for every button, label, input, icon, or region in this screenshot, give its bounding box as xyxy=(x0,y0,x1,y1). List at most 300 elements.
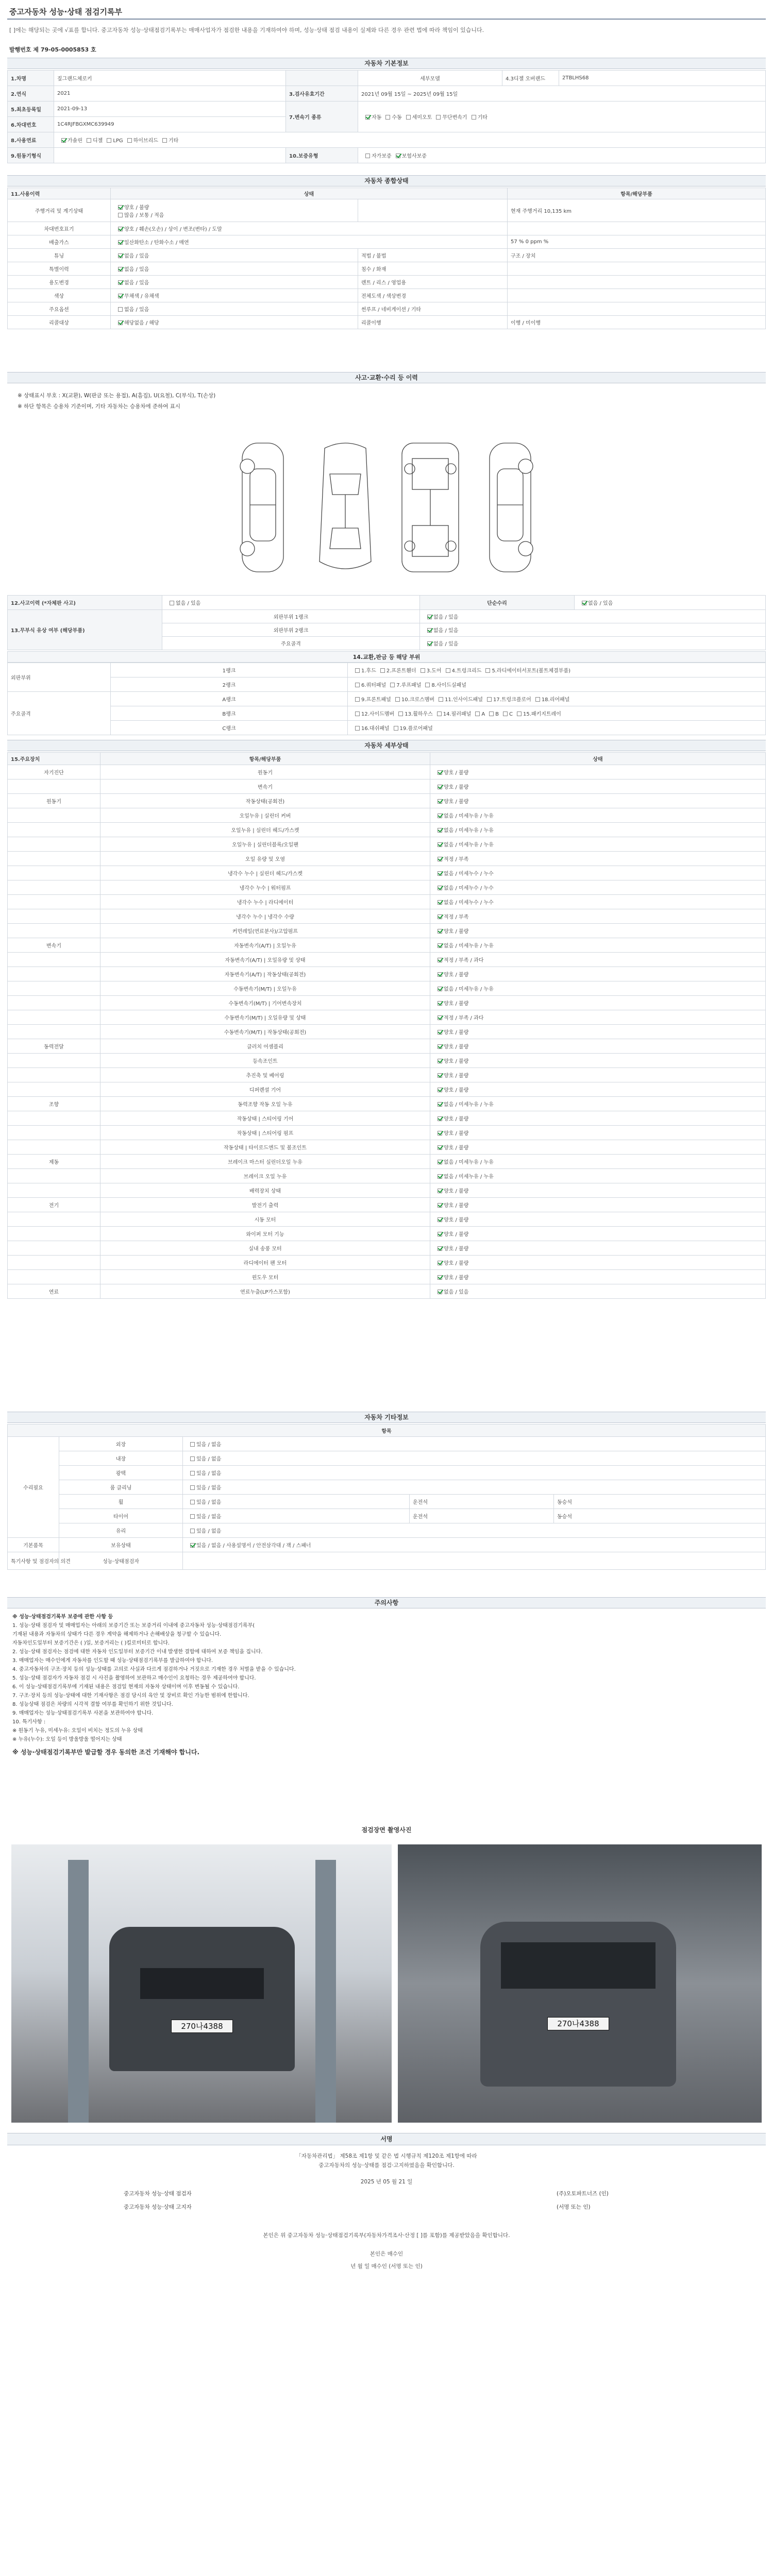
detail-device xyxy=(8,1054,100,1068)
detail-state: 양호 / 불량 xyxy=(430,1082,766,1097)
detail-item: 작동상태 | 타이로드엔드 및 볼조인트 xyxy=(100,1140,430,1155)
detail-state: 적정 / 부족 / 과다 xyxy=(430,953,766,967)
detail-state: 양호 / 불량 xyxy=(430,1111,766,1126)
detail-row xyxy=(8,765,766,779)
detail-state: 없음 / 미세누유 / 누유 xyxy=(430,981,766,996)
car-front xyxy=(109,1927,295,2071)
detail-state: 양호 / 불량 xyxy=(430,1256,766,1270)
detail-item: 작동상태 | 스티어링 펌프 xyxy=(100,1126,430,1140)
rank-label-a: A랭크 xyxy=(111,692,348,706)
detail-device xyxy=(8,779,100,794)
section-summary: 자동차 종합상태 xyxy=(7,175,766,187)
detail-state: 적정 / 부족 xyxy=(430,852,766,866)
section-sign: 서명 xyxy=(7,2133,766,2145)
accident-table xyxy=(7,595,766,650)
label-rank1: 외판부위 1랭크 xyxy=(162,610,420,623)
detail-row xyxy=(8,1068,766,1082)
notes-line: 6. 이 성능·상태점검기록부에 기재된 내용은 점검일 현재의 자동차 상태이며 이후 변동될 수 있습니다. xyxy=(12,1684,240,1690)
detail-device xyxy=(8,808,100,823)
detail-state: 양호 / 불량 xyxy=(430,924,766,938)
warranty-options: 자가보증 보험사보증 xyxy=(358,148,766,163)
label-emission: 배출가스 xyxy=(8,235,111,249)
car-diagram xyxy=(227,438,546,577)
detail-row xyxy=(8,808,766,823)
detail-item: 연료누출(LP가스포함) xyxy=(100,1284,430,1299)
etc-interior: 내장 xyxy=(59,1451,183,1466)
rank2-state: 없음 / 있음 xyxy=(420,623,766,637)
sign-date: 2025 년 05 월 21 일 xyxy=(360,2179,413,2185)
detail-item: 디퍼렌셜 기어 xyxy=(100,1082,430,1097)
summary-head-usage: 11.사용이력 xyxy=(8,188,111,199)
notes-line: 3. 매매업자는 매수인에게 자동차를 인도할 때 성능·상태점검기록부를 발급하여야 합니다. xyxy=(12,1658,213,1664)
etc-tire: 타이어 xyxy=(59,1509,183,1523)
detail-row xyxy=(8,1183,766,1198)
detail-item: 클러치 어셈블리 xyxy=(100,1039,430,1054)
detail-row xyxy=(8,1155,766,1169)
notice-text: [ ]에는 해당되는 곳에 √표를 합니다. 중고자동차 성능·상태점검기록부는 매매사업자가 점검한 내용을 기재하여야 하며, 성능·상태 점검 내용이 실제와 다른 경우 관련 법에 따라 책임이 있습니다. xyxy=(9,27,484,33)
color-kind: 전체도색 / 색상변경 xyxy=(358,289,508,302)
detail-item: 수동변속기(M/T) | 기어변속장치 xyxy=(100,996,430,1010)
detail-item: 자동변속기(A/T) | 작동상태(공회전) xyxy=(100,967,430,981)
rank-label-c: C랭크 xyxy=(111,721,348,735)
detail-row xyxy=(8,909,766,924)
notes-line: 10. 특기사항 : xyxy=(12,1719,46,1725)
exterior-legend xyxy=(7,392,766,410)
detail-state: 양호 / 불량 xyxy=(430,1140,766,1155)
photo-rear xyxy=(398,1844,762,2123)
detail-row xyxy=(8,1025,766,1039)
detail-device xyxy=(8,1111,100,1126)
detail-device: 제동 xyxy=(8,1155,100,1169)
detail-row xyxy=(8,1227,766,1241)
summary-head-item: 항목/해당부품 xyxy=(508,188,766,199)
fuel-options: 가솔린 디젤 LPG 하이브리드 기타 xyxy=(54,132,766,148)
section-exterior: 사고·교환·수리 등 이력 xyxy=(7,372,766,383)
notes-line: 4. 중고자동차의 구조·장치 등의 성능·상태를 고의로 사실과 다르게 점검하거나 거짓으로 기재한 경우 처벌을 받을 수 있습니다. xyxy=(12,1667,296,1672)
detail-state: 양호 / 불량 xyxy=(430,794,766,808)
rank-label-b: B랭크 xyxy=(111,706,348,721)
detail-device xyxy=(8,1241,100,1256)
section-notes: 주의사항 xyxy=(7,1597,766,1608)
detail-state: 양호 / 불량 xyxy=(430,1025,766,1039)
detail-row xyxy=(8,996,766,1010)
detail-device: 자기진단 xyxy=(8,765,100,779)
detail-device: 연료 xyxy=(8,1284,100,1299)
sign-dealer-name: (서명 또는 인) xyxy=(557,2204,591,2210)
detail-device xyxy=(8,1010,100,1025)
rank-label-1: 1랭크 xyxy=(111,663,348,677)
color-state: 무채색 / 유채색 xyxy=(111,289,358,302)
detail-device: 동력전달 xyxy=(8,1039,100,1054)
detail-state: 양호 / 불량 xyxy=(430,765,766,779)
etc-glass: 유리 xyxy=(59,1523,183,1538)
group-frame: 주요골격 xyxy=(8,692,111,735)
notes-line: 7. 구조·장치 등의 성능·상태에 대한 기재사항은 점검 당시의 육안 및 장비로 확인 가능한 범위에 한합니다. xyxy=(12,1693,249,1699)
detail-item: 오일누유 | 실린더 헤드/가스켓 xyxy=(100,823,430,837)
label-special-history: 특별이력 xyxy=(8,262,111,276)
detail-item: 변속기 xyxy=(100,779,430,794)
detail-device xyxy=(8,924,100,938)
detail-state: 양호 / 불량 xyxy=(430,1227,766,1241)
detail-row xyxy=(8,1198,766,1212)
detail-state: 양호 / 불량 xyxy=(430,1212,766,1227)
section-etc: 자동차 기타정보 xyxy=(7,1412,766,1423)
detail-state: 없음 / 미세누유 / 누유 xyxy=(430,837,766,852)
label-year: 2.연식 xyxy=(8,86,54,101)
label-transmission: 7.변속기 종류 xyxy=(286,101,358,132)
summary-head-state: 상태 xyxy=(111,188,508,199)
recall-state: 해당없음 / 해당 xyxy=(111,316,358,329)
detail-state: 양호 / 불량 xyxy=(430,1183,766,1198)
detail-item: 브레이크 오일 누유 xyxy=(100,1169,430,1183)
sign-dealer: 중고자동차 성능·상태 고지자 xyxy=(124,2204,192,2210)
detail-head-device: 15.주요장치 xyxy=(8,753,100,765)
etc-wheel: 휠 xyxy=(59,1495,183,1509)
accident-state: 없음 / 있음 xyxy=(162,596,420,610)
etc-opinion: 특기사항 및 점검자의 의견 xyxy=(8,1552,59,1570)
detail-row xyxy=(8,866,766,880)
detail-state: 없음 / 미세누수 / 누수 xyxy=(430,866,766,880)
notes-line: 2. 성능·상태 점검자는 점검에 대한 자동차 인도일부터 보증기간 이내 발생한 결함에 대하여 보증 책임을 집니다. xyxy=(12,1649,263,1655)
label-warranty: 10.보증유형 xyxy=(286,148,358,163)
options-kind: 썬루프 / 네비게이션 / 기타 xyxy=(358,302,508,316)
detail-state: 양호 / 불량 xyxy=(430,1198,766,1212)
detail-item: 수동변속기(M/T) | 오일유량 및 상태 xyxy=(100,1010,430,1025)
plate-front: 270나4388 xyxy=(171,2020,233,2033)
detail-item: 자동변속기(A/T) | 오일누유 xyxy=(100,938,430,953)
etc-exterior-state: 있음 / 없음 xyxy=(183,1437,766,1451)
lift-post xyxy=(68,1860,89,2123)
legend-line-1: ※ 상태표시 부호 : X(교환), W(판금 또는 용접), A(흠집), U(요철), C(부식), T(손상) xyxy=(18,393,216,399)
detail-item: 배력장치 상태 xyxy=(100,1183,430,1198)
options-state: 없음 / 있음 xyxy=(111,302,358,316)
etc-group: 수리필요 xyxy=(8,1437,59,1538)
label-engine-type: 9.원동기형식 xyxy=(8,148,54,163)
detail-row xyxy=(8,794,766,808)
detail-state: 없음 / 미세누유 / 누유 xyxy=(430,808,766,823)
section-photo: 점검장면 촬영사진 xyxy=(7,1824,766,1837)
label-rank2: 외판부위 2랭크 xyxy=(162,623,420,637)
label-tuning: 튜닝 xyxy=(8,249,111,262)
detail-device xyxy=(8,1169,100,1183)
detail-state: 양호 / 불량 xyxy=(430,1054,766,1068)
detail-device xyxy=(8,981,100,996)
emission-state: 일산화탄소 / 탄화수소 / 매연 xyxy=(111,235,508,249)
detail-item: 수동변속기(M/T) | 오일누유 xyxy=(100,981,430,996)
etc-basic-items: 기본품목 xyxy=(8,1538,59,1552)
detail-row xyxy=(8,1270,766,1284)
title-divider xyxy=(7,19,766,20)
detail-row xyxy=(8,981,766,996)
detail-row xyxy=(8,924,766,938)
detail-row xyxy=(8,967,766,981)
detail-item: 작동상태 | 스티어링 기어 xyxy=(100,1111,430,1126)
section-detail: 자동차 세부상태 xyxy=(7,740,766,751)
label-options: 주요옵션 xyxy=(8,302,111,316)
detail-device xyxy=(8,967,100,981)
detail-item: 와이퍼 모터 기능 xyxy=(100,1227,430,1241)
detail-state: 양호 / 불량 xyxy=(430,1270,766,1284)
detail-item: 추진축 및 베어링 xyxy=(100,1068,430,1082)
doc-no-suffix: 호 xyxy=(90,46,96,53)
etc-head: 항목 xyxy=(8,1425,766,1437)
section-basic: 자동차 기본정보 xyxy=(7,58,766,69)
detail-device xyxy=(8,1025,100,1039)
detail-item: 발전기 출력 xyxy=(100,1198,430,1212)
frame-b-items: 12.사이드멤버 13.휠하우스 14.필러패널 A B C 15.패키지트레이 xyxy=(348,706,766,721)
detail-row xyxy=(8,895,766,909)
label-simple-repair: 단순수리 xyxy=(420,596,575,610)
detail-item: 냉각수 누수 | 냉각수 수량 xyxy=(100,909,430,924)
mileage-value: 현재 주행거리 10,135 km xyxy=(508,199,766,222)
notes-block xyxy=(7,1613,766,1757)
notes-line: 8. 성능상태 점검은 차량의 시각적 결함 여부를 확인하기 위한 것입니다. xyxy=(12,1702,173,1707)
detail-row xyxy=(8,823,766,837)
detail-state: 없음 / 미세누유 / 누유 xyxy=(430,823,766,837)
detail-row xyxy=(8,837,766,852)
notes-footer: ※ 성능·상태점검기록부만 발급할 경우 동의한 조건 기재해야 합니다. xyxy=(12,1749,200,1756)
notes-heading: ※ 성능·상태점검기록부 보증에 관한 사항 등 xyxy=(12,1614,113,1620)
sign-inspector-name: (주)오토파트너즈 (인) xyxy=(557,2191,609,2197)
etc-cleaning: 룸 클리닝 xyxy=(59,1480,183,1495)
detail-item: 냉각수 누수 | 워터펌프 xyxy=(100,880,430,895)
detail-item: 오일누유 | 실린더 커버 xyxy=(100,808,430,823)
detail-head-state: 상태 xyxy=(430,753,766,765)
sign-confirm: 본인은 위 중고자동차 성능·상태점검기록부(자동차가격조사·산정 [ ]를 포함)를 제공받았음을 확인합니다. xyxy=(263,2232,510,2239)
detail-item: 자동변속기(A/T) | 오일유량 및 상태 xyxy=(100,953,430,967)
detail-device xyxy=(8,823,100,837)
detail-state: 양호 / 불량 xyxy=(430,996,766,1010)
sign-name-row: 년 월 일 매수인 (서명 또는 인) xyxy=(350,2263,423,2269)
detail-state: 양호 / 불량 xyxy=(430,1039,766,1054)
label-car-name: 1.차명 xyxy=(8,71,54,86)
detail-item: 윈도우 모터 xyxy=(100,1270,430,1284)
detail-state: 적정 / 부족 / 과다 xyxy=(430,1010,766,1025)
detail-state: 없음 / 미세누유 / 누유 xyxy=(430,1155,766,1169)
cert-no: 2TBLHS68 xyxy=(559,71,766,86)
detail-row xyxy=(8,1284,766,1299)
label-accident: 12.사고이력 (*자체판 사고) xyxy=(8,596,162,610)
basic-info-table xyxy=(7,70,766,163)
detail-device xyxy=(8,866,100,880)
label-vin: 6.차대번호 xyxy=(8,117,54,132)
legend-line-2: ※ 하단 항목은 승용차 기준이며, 기타 자동차는 승용차에 준하여 표시 xyxy=(18,403,181,410)
document-number xyxy=(9,45,96,54)
detail-device xyxy=(8,996,100,1010)
outer1-items: 1.후드 2.프론트휀더 3.도어 4.트렁크리드 5.라디에이터서포트(볼트체결부품) xyxy=(348,663,766,677)
sign-block xyxy=(7,2151,766,2187)
detail-state: 양호 / 불량 xyxy=(430,1126,766,1140)
label-recall: 리콜대상 xyxy=(8,316,111,329)
detail-device xyxy=(8,1126,100,1140)
doc-no-label: 발행번호 제 xyxy=(9,46,39,53)
detail-item: 라디에이터 팬 모터 xyxy=(100,1256,430,1270)
detail-device xyxy=(8,852,100,866)
detail-device xyxy=(8,1068,100,1082)
rank1-state: 없음 / 있음 xyxy=(420,610,766,623)
tuning-legal: 적법 / 불법 xyxy=(358,249,508,262)
sign-buyer: 본인은 매수인 xyxy=(369,2251,404,2257)
detail-row xyxy=(8,953,766,967)
vin: 1C4RJFBGXMC639949 xyxy=(54,117,286,132)
year: 2021 xyxy=(54,86,286,101)
notes-line: ※ 누유(누수): 오일 등이 방울방울 떨어지는 상태 xyxy=(12,1737,122,1742)
detail-row xyxy=(8,1241,766,1256)
label-color: 색상 xyxy=(8,289,111,302)
tuning-state: 없음 / 있음 xyxy=(111,249,358,262)
detail-item: 커먼레일(연료분사)/고압펌프 xyxy=(100,924,430,938)
detail-device: 변속기 xyxy=(8,938,100,953)
detail-state: 양호 / 불량 xyxy=(430,1068,766,1082)
sign-inspector: 중고자동차 성능·상태 점검자 xyxy=(124,2191,192,2197)
detail-item: 시동 모터 xyxy=(100,1212,430,1227)
detail-row xyxy=(8,1097,766,1111)
detail-device xyxy=(8,1140,100,1155)
detail-device xyxy=(8,1082,100,1097)
detail-state: 양호 / 불량 xyxy=(430,967,766,981)
detail-item: 원동기 xyxy=(100,765,430,779)
detail-row xyxy=(8,852,766,866)
detail-item: 동력조향 작동 오일 누유 xyxy=(100,1097,430,1111)
detail-device xyxy=(8,837,100,852)
frame-c-items: 16.대쉬패널 19.플로어패널 xyxy=(348,721,766,735)
detail-device: 원동기 xyxy=(8,794,100,808)
detail-item: 등속조인트 xyxy=(100,1054,430,1068)
detail-row xyxy=(8,779,766,794)
detail-row xyxy=(8,1054,766,1068)
plate-rear: 270나4388 xyxy=(547,2017,609,2030)
inspection-valid: 2021년 09월 15일 ~ 2025년 09월 15일 xyxy=(358,86,766,101)
recall-label: 리콜이행 xyxy=(358,316,508,329)
detail-state: 없음 / 미세누유 / 누유 xyxy=(430,1097,766,1111)
car-name: 짚그랜드체로키 xyxy=(54,71,286,86)
detail-device: 조향 xyxy=(8,1097,100,1111)
detail-state: 없음 / 미세누수 / 누수 xyxy=(430,895,766,909)
detail-device xyxy=(8,909,100,924)
detail-device: 전기 xyxy=(8,1198,100,1212)
detail-device xyxy=(8,1183,100,1198)
notes-line: 5. 성능·상태 점검자가 자동차 점검 시 사진을 촬영하여 보관하고 매수인이 요청하는 경우 제공하여야 합니다. xyxy=(12,1675,256,1681)
detail-item: 작동상태(공회전) xyxy=(100,794,430,808)
sign-line-1: 「자동차관리법」 제58조 제1항 및 같은 법 시행규칙 제120조 제1항에 따라 xyxy=(296,2153,477,2159)
notes-line: 9. 매매업자는 성능·상태점검기록부 사본을 보관하여야 합니다. xyxy=(12,1710,154,1716)
mileage-state: 양호 / 불량 많음 / 보통 / 적음 xyxy=(111,199,358,222)
label-vin-marking: 차대번호표기 xyxy=(8,222,111,235)
tuning-kind: 구조 / 장치 xyxy=(508,249,766,262)
doc-no-value: 79-05-0005853 xyxy=(40,46,89,53)
label-main-frame: 주요골격 xyxy=(162,637,420,650)
detail-device xyxy=(8,1270,100,1284)
notes-line: ※ 원동기 누유, 미세누유: 오일이 비치는 정도의 누유 상태 xyxy=(12,1728,143,1734)
detail-row xyxy=(8,938,766,953)
detail-item: 수동변속기(M/T) | 작동상태(공회전) xyxy=(100,1025,430,1039)
detail-row xyxy=(8,1169,766,1183)
simple-repair-state: 없음 / 있음 xyxy=(575,596,766,610)
detail-device xyxy=(8,880,100,895)
detail-row xyxy=(8,1212,766,1227)
first-reg: 2021-09-13 xyxy=(54,101,286,117)
label-exchange: 13.무부식 유상 여부 (해당부품) xyxy=(8,610,162,650)
detail-state: 없음 / 있음 xyxy=(430,1284,766,1299)
etc-exterior: 외장 xyxy=(59,1437,183,1451)
parts-title: 14.교환,판금 등 해당 부위 xyxy=(7,651,766,663)
sub-model: 4.3디젤 오버랜드 xyxy=(502,71,559,86)
label-first-reg: 5.최초등록일 xyxy=(8,101,54,117)
detail-item: 브레이크 마스터 실린더오일 누유 xyxy=(100,1155,430,1169)
label-mileage: 주행거리 및 계기상태 xyxy=(8,199,111,222)
sub-model-label: 세부모델 xyxy=(358,71,502,86)
special-history-state: 없음 / 있음 xyxy=(111,262,358,276)
rank-label-2: 2랭크 xyxy=(111,677,348,692)
detail-item: 오일누유 | 실린더블록/오일팬 xyxy=(100,837,430,852)
parts-table xyxy=(7,663,766,735)
main-frame-state: 없음 / 있음 xyxy=(420,637,766,650)
transmission-options: 자동 수동 세미오토 무단변속기 기타 xyxy=(358,101,766,132)
notes-lines xyxy=(12,1621,761,1744)
recall-done: 이행 / 미이행 xyxy=(508,316,766,329)
notes-line: 기재된 내용과 자동차의 상태가 다른 경우 계약을 해제하거나 손해배상을 청구할 수 있습니다. xyxy=(12,1632,222,1637)
label-fuel: 8.사용연료 xyxy=(8,132,54,148)
document-title: 중고자동차 성능·상태 점검기록부 xyxy=(9,7,123,16)
detail-item: 냉각수 누수 | 실린더 헤드/가스켓 xyxy=(100,866,430,880)
detail-item: 오일 유량 및 오염 xyxy=(100,852,430,866)
use-change-state: 없음 / 있음 xyxy=(111,276,358,289)
detail-row xyxy=(8,1082,766,1097)
detail-row xyxy=(8,1010,766,1025)
notes-line: 1. 성능·상태 점검자 및 매매업자는 아래의 보증기간 또는 보증거리 이내에 중고자동차 성능·상태점검기록부( xyxy=(12,1623,255,1629)
detail-device xyxy=(8,895,100,909)
sign-line-2: 중고자동차의 성능·상태를 점검·고지하였음을 확인합니다. xyxy=(318,2162,455,2168)
detail-state: 적정 / 부족 xyxy=(430,909,766,924)
detail-state: 양호 / 불량 xyxy=(430,779,766,794)
detail-device xyxy=(8,1212,100,1227)
label-use-change: 용도변경 xyxy=(8,276,111,289)
detail-row xyxy=(8,1126,766,1140)
detail-state: 없음 / 미세누유 / 누유 xyxy=(430,938,766,953)
detail-device xyxy=(8,953,100,967)
label-inspection-valid: 3.검사유효기간 xyxy=(286,86,358,101)
frame-a-items: 9.프론트패널 10.크로스멤버 11.인사이드패널 17.트렁크플로어 18.리어패널 xyxy=(348,692,766,706)
detail-device xyxy=(8,1227,100,1241)
detail-head-item: 항목/해당부품 xyxy=(100,753,430,765)
notes-line: 자동차인도일부터 보증기간은 ( )일, 보증거리는 ( )킬로미터로 합니다. xyxy=(12,1640,170,1646)
detail-row xyxy=(8,1111,766,1126)
group-outer: 외판부위 xyxy=(8,663,111,692)
detail-item: 실내 송풍 모터 xyxy=(100,1241,430,1256)
vin-marking-state: 양호 / 훼손(오손) / 상이 / 변조(변타) / 도말 xyxy=(111,222,508,235)
detail-row xyxy=(8,1039,766,1054)
detail-state: 없음 / 미세누유 / 누유 xyxy=(430,1169,766,1183)
emission-values: 57 % 0 ppm % xyxy=(508,235,766,249)
etc-gloss: 광택 xyxy=(59,1466,183,1480)
etc-table: 항목 수리필요 외장 있음 / 없음 내장 있음 / 없음 광택 있음 / 없음 룸 클리닝 있음 / 없음 휠 있음 / 없음 운전석 동승석 타이어 있음 / 없음 운전석 동승석 유리 있음 / 없음 기본품목 보유상태 있음 / 없음 / 사용설명서 / 안전삼각대 / 잭 / 스패너 특기사항 및 점검자의 의견 성능·상태점검자 xyxy=(7,1424,766,1570)
photo-front xyxy=(11,1844,392,2123)
special-history-kind: 침수 / 화재 xyxy=(358,262,508,276)
detail-row xyxy=(8,880,766,895)
detail-state: 양호 / 불량 xyxy=(430,1241,766,1256)
summary-table xyxy=(7,188,766,329)
engine-type xyxy=(54,148,286,163)
sign-confirm-block xyxy=(7,2231,766,2271)
detail-row xyxy=(8,1140,766,1155)
use-change-kind: 렌트 / 리스 / 영업용 xyxy=(358,276,508,289)
outer2-items: 6.쿼터패널 7.루프패널 8.사이드실패널 xyxy=(348,677,766,692)
detail-device xyxy=(8,1256,100,1270)
detail-table xyxy=(7,752,766,1299)
detail-row xyxy=(8,1256,766,1270)
detail-item: 냉각수 누수 | 라디에이터 xyxy=(100,895,430,909)
detail-state: 없음 / 미세누수 / 누수 xyxy=(430,880,766,895)
